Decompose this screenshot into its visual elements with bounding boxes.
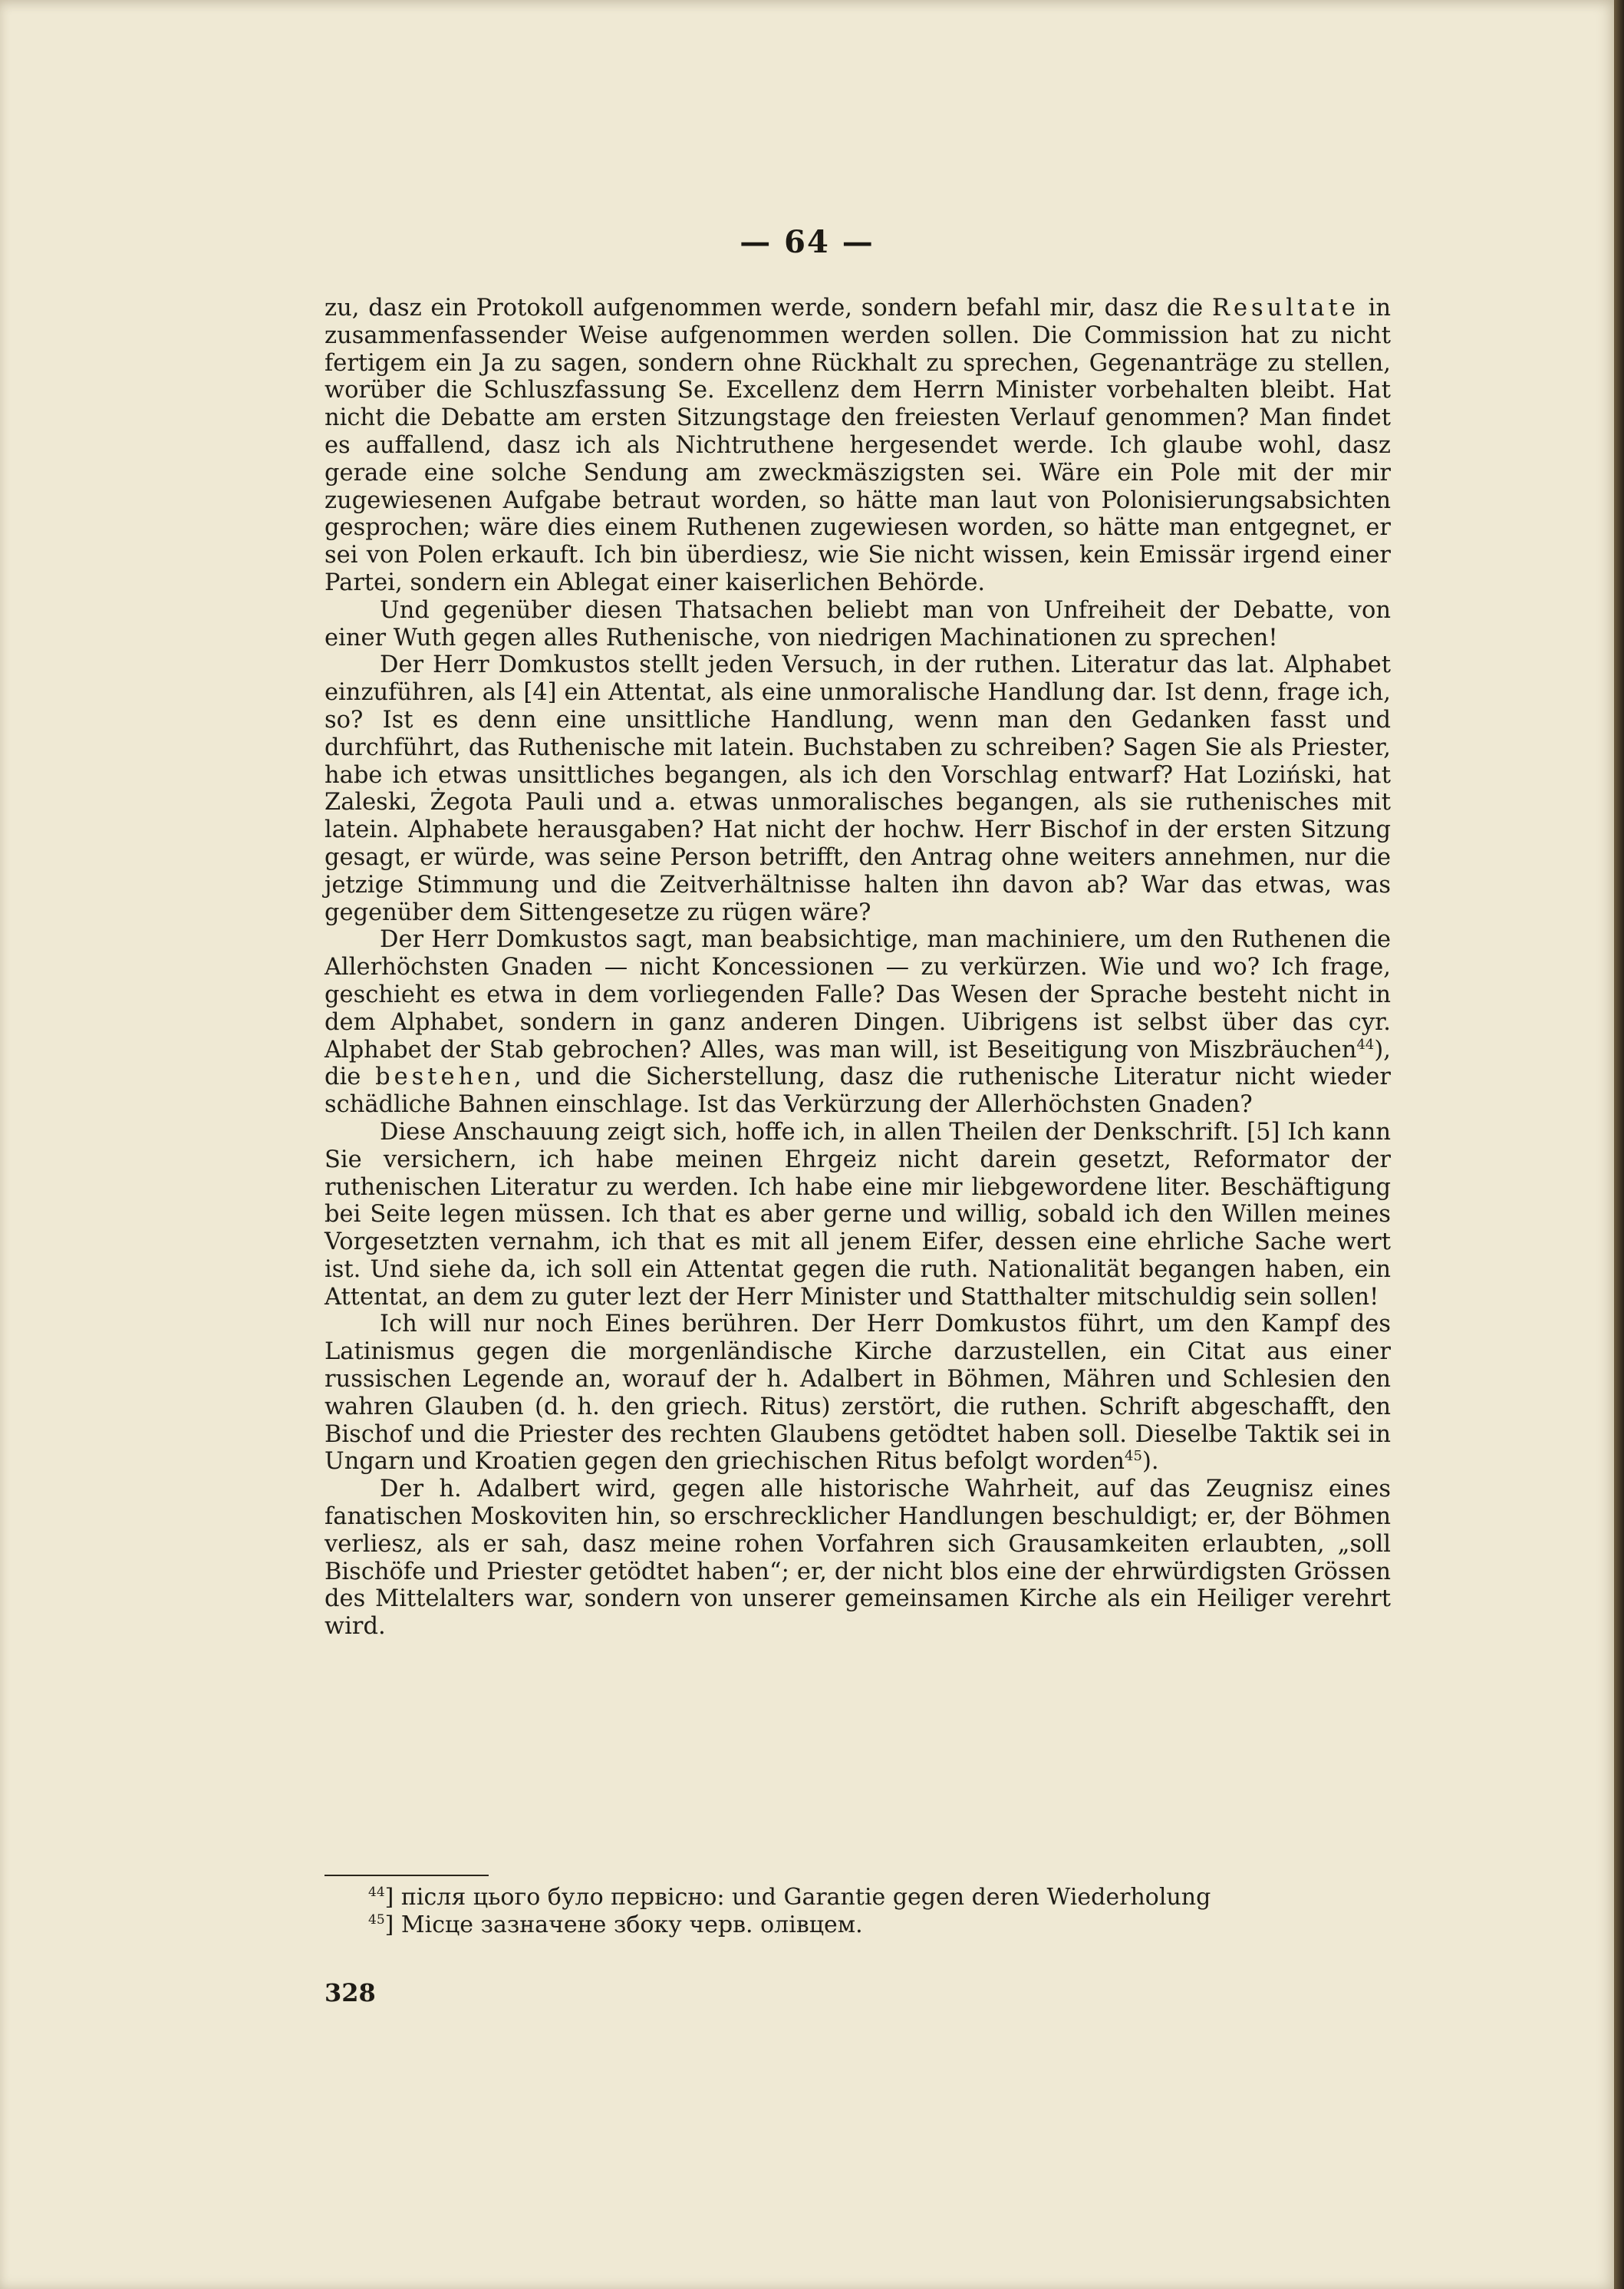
paragraph-6 [324,1311,1391,1476]
page-header: — 64 — [740,224,875,260]
text-run: Ich will nur noch Eines berühren. Der Herr Domkustos führt, um den Kampf des Latinismus gegen die morgenländische Kirche darzustellen, ein Citat aus einer russischen Legende an, worauf der h. Adalbert in Böhmen, Mähren und Schlesien den wahren Glauben (d. h. den griech. Ritus) zerstört, die ruthen. Schrift abgeschafft, den Bischof und die Priester des rechten Glaubens getödtet haben soll. Dieselbe Taktik sei in Ungarn und Kroatien gegen den griechischen Ritus befolgt worden [324,1311,1391,1476]
paragraph-5: Diese Anschauung zeigt sich, hoffe ich, in allen Theilen der Denkschrift. [5] Ich kann Sie versichern, ich habe meinen Ehrgeiz nicht darein gesetzt, Reformator der ruthenischen Literatur zu werden. Ich habe eine mir liebgewordene liter. Beschäftigung bei Seite legen müssen. Ich that es aber gerne und willig, sobald ich den Willen meines Vorgesetzten vernahm, ich that es mit all jenem Eifer, dessen eine ehrliche Sache wert ist. Und siehe da, ich soll ein Attentat gegen die ruth. Nationalität begangen haben, ein Attentat, an dem zu guter lezt der Herr Minister und Statthalter mitschuldig sein sollen! [324,1118,1391,1311]
paragraph-7: Der h. Adalbert wird, gegen alle historische Wahrheit, auf das Zeugnisz eines fanatischen Moskoviten hin, so erschrecklicher Handlungen beschuldigt; er, der Böhmen verliesz, als er sah, dasz meine rohen Vorfahren sich Grausamkeiten erlaubten, „soll Bischöfe und Priester getödtet haben“; er, der nicht blos eine der ehrwürdigsten Grössen des Mittelalters war, sondern von unserer gemeinsamen Kirche als ein Heiliger verehrt wird. [324,1476,1391,1641]
paragraph-3: Der Herr Domkustos stellt jeden Versuch, in der ruthen. Literatur das lat. Alphabet einzuführen, als [4] ein Attentat, als eine unmoralische Handlung dar. Ist denn, frage ich, so? Ist es denn eine unsittliche Handlung, wenn man den Gedanken fasst und durchführt, das Ruthenische mit latein. Buchstaben zu schreiben? Sagen Sie als Priester, habe ich etwas unsittliches begangen, als ich den Vorschlag entwarf? Hat Loziński, hat Zaleski, Żegota Pauli und a. etwas unmoralisches begangen, als sie ruthenisches mit latein. Alphabete herausgaben? Hat nicht der hochw. Herr Bischof in der ersten Sitzung gesagt, er würde, was seine Person betrifft, den Antrag ohne weiters annehmen, nur die jetzige Stimmung und die Zeitverhältnisse halten ihn davon ab? War das etwas, was gegenüber dem Sittengesetze zu rügen wäre? [324,651,1391,926]
text-run: zu, dasz ein Protokoll aufgenommen werde, sondern befahl mir, dasz die [324,295,1212,322]
paragraph-2: Und gegenüber diesen Thatsachen beliebt man von Unfreiheit der Debatte, von einer Wuth gegen alles Ruthenische, von niedrigen Machinationen zu sprechen! [324,596,1391,651]
spaced-emphasis: Resultate [1211,295,1359,322]
footnote-45 [368,1911,1396,1939]
paragraph-1 [324,295,1391,597]
footnote-divider [324,1875,489,1876]
footnote-mark: 44 [368,1885,385,1900]
body-text [324,295,1391,1641]
text-run: Der Herr Domkustos sagt, man beabsichtige, man machiniere, um den Ruthenen die Allerhöchsten Gnaden — nicht Koncessionen — zu verkürzen. Wie und wo? Ich frage, geschieht es etwa in dem vorliegenden Falle? Das Wesen der Sprache besteht nicht in dem Alphabet, sondern in ganz anderen Dingen. Uibrigens ist selbst über das cyr. Alphabet der Stab gebrochen? Alles, was man will, ist Beseitigung von Miszbräuchen [324,926,1391,1064]
text-run: ), die [324,1036,1391,1091]
paragraph-4 [324,926,1391,1119]
footnote-ref-45: 45 [1125,1448,1142,1465]
footnote-ref-44: 44 [1356,1036,1375,1053]
footnote-text: ] після цього було первісно: und Garantie gegen deren Wiederholung [384,1884,1211,1911]
spaced-emphasis: bestehen [375,1064,514,1091]
footnote-mark: 45 [368,1912,385,1928]
text-run: in zusammenfassender Weise aufgenommen werden sollen. Die Commission hat zu nicht fertigem ein Ja zu sagen, sondern ohne Rückhalt zu sprechen, Gegenanträge zu stellen, worüber die Schluszfassung Se. Excellenz dem Herrn Minister vorbehalten bleibt. Hat nicht die Debatte am ersten Sitzungstage den freiesten Verlauf genommen? Man findet es auffallend, dasz ich als Nichtruthene hergesendet werde. Ich glaube wohl, dasz gerade eine solche Sendung am zweckmäszigsten sei. Wäre ein Pole mit der mir zugewiesenen Aufgabe betraut worden, so hätte man laut von Polonisierungsabsichten gesprochen; wäre dies einem Ruthenen zugewiesen worden, so hätte man entgegnet, er sei von Polen erkauft. Ich bin überdiesz, wie Sie nicht wissen, kein Emissär irgend einer Partei, sondern ein Ablegat einer kaiserlichen Behörde. [324,295,1391,596]
text-run: ). [1141,1448,1159,1476]
text-run: , und die Sicherstellung, dasz die ruthenische Literatur nicht wieder schädliche Bahnen einschlage. Ist das Verkürzung der Allerhöchsten Gnaden? [324,1064,1392,1119]
footnote-text: ] Місце зазначене збоку черв. олівцем. [384,1911,863,1938]
page-number: 328 [324,1978,376,2007]
page-edge-shadow [1614,0,1624,2289]
footnotes [368,1884,1396,1939]
footnote-44 [368,1884,1396,1911]
